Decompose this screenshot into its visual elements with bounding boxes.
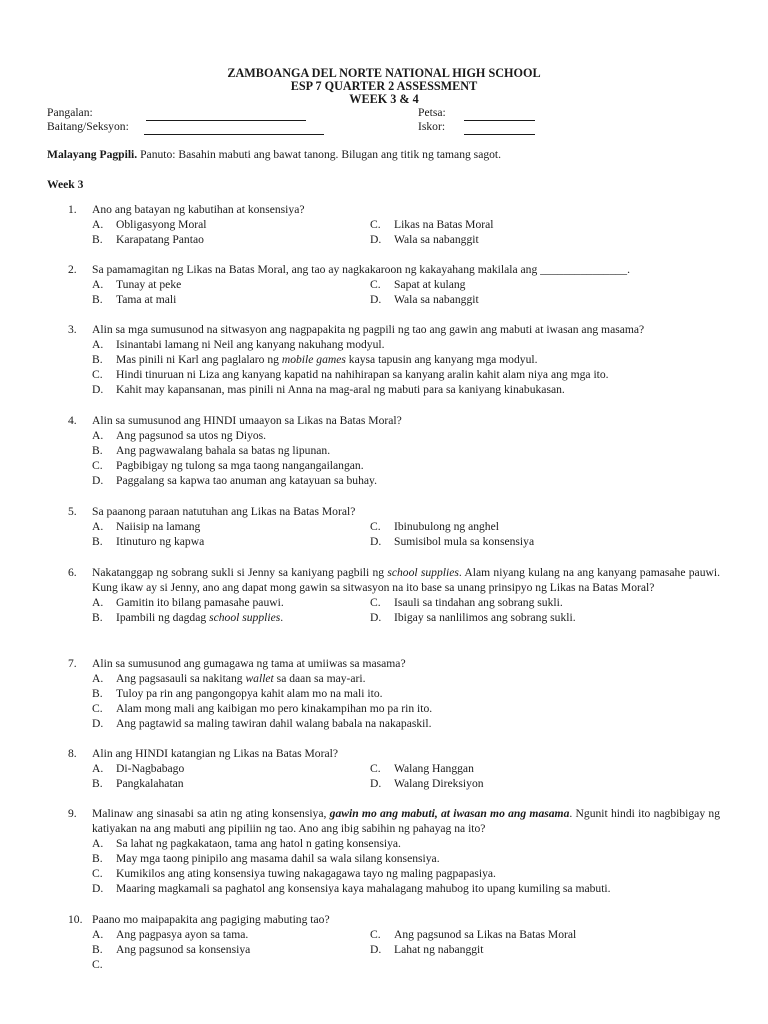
- option-text: Maaring magkamali sa paghatol ang konsensiya kaya mahalagang mahubog ito upang kumiling sa mabuti.: [116, 882, 611, 895]
- option-letter: C.: [92, 368, 103, 381]
- question-text: [92, 565, 720, 595]
- answer-option[interactable]: [92, 881, 720, 896]
- option-letter: D.: [370, 233, 382, 246]
- question-text-part: . Alam niyang kulang na ang kanyang pamasahe pauwi. Kung ikaw ay si Jenny, ano ang dapat mong gawin sa sitwasyon na ito base sa unang prinsipyo ng Likas na Batas Moral?: [92, 566, 720, 594]
- option-letter: B.: [92, 687, 103, 700]
- answer-option[interactable]: [92, 428, 720, 443]
- option-text: Wala sa nabanggit: [394, 293, 479, 306]
- answer-option[interactable]: [92, 292, 370, 307]
- option-text: Gamitin ito bilang pamasahe pauwi.: [116, 596, 284, 609]
- answer-option[interactable]: [92, 595, 370, 610]
- option-text: Karapatang Pantao: [116, 233, 204, 246]
- option-letter: A.: [92, 837, 104, 850]
- instructions-text: Panuto: Basahin mabuti ang bawat tanong. Bilugan ang titik ng tamang sagot.: [140, 148, 502, 161]
- answer-option[interactable]: [92, 866, 720, 881]
- option-text: Ibinubulong ng anghel: [394, 520, 499, 533]
- answer-option[interactable]: [92, 701, 720, 716]
- option-text: Di-Nagbabago: [116, 762, 185, 775]
- instructions-title: Malayang Pagpili.: [47, 148, 138, 161]
- option-italic-text: mobile games: [281, 353, 346, 366]
- answer-options: [92, 595, 720, 625]
- option-text: May mga taong pinipilo ang masama dahil sa wala silang konsensiya.: [116, 852, 440, 865]
- question-text: [92, 413, 720, 428]
- question-text: [92, 322, 720, 337]
- option-text: Lahat ng nabanggit: [394, 943, 484, 956]
- question-1: [68, 202, 720, 247]
- option-letter: A.: [92, 928, 104, 941]
- answer-option[interactable]: [92, 519, 370, 534]
- answer-option[interactable]: [92, 671, 720, 686]
- option-letter: A.: [92, 762, 104, 775]
- option-letter: B.: [92, 777, 103, 790]
- option-text: Tunay at peke: [116, 278, 182, 291]
- option-letter: C.: [370, 218, 381, 231]
- option-text: Paggalang sa kapwa tao anuman ang katayuan sa buhay.: [116, 474, 377, 487]
- question-number: 6.: [68, 566, 77, 579]
- option-letter: D.: [370, 293, 382, 306]
- answer-options: [92, 217, 720, 247]
- option-text: Ang pagpasya ayon sa tama.: [116, 928, 249, 941]
- option-letter: C.: [370, 928, 381, 941]
- answer-option[interactable]: [92, 851, 720, 866]
- question-text-part: Alin sa sumusunod ang gumagawa ng tama at umiiwas sa masama?: [92, 657, 406, 670]
- option-text: Ipambili ng dagdag: [116, 611, 210, 624]
- option-letter: C.: [370, 278, 381, 291]
- answer-options: [92, 428, 720, 488]
- answer-option[interactable]: [370, 217, 720, 232]
- option-letter: C.: [92, 958, 103, 971]
- answer-option[interactable]: [370, 534, 720, 549]
- school-name: ZAMBOANGA DEL NORTE NATIONAL HIGH SCHOOL: [227, 66, 541, 80]
- option-letter: B.: [92, 611, 103, 624]
- option-text: kaysa tapusin ang kanyang mga modyul.: [345, 353, 538, 366]
- option-letter: D.: [92, 717, 104, 730]
- option-text: Alam mong mali ang kaibigan mo pero kinakampihan mo pa rin ito.: [116, 702, 433, 715]
- option-text: Ang pagsunod sa konsensiya: [116, 943, 251, 956]
- question-6: [68, 565, 720, 625]
- answer-options: [92, 519, 720, 549]
- option-italic-text: wallet: [245, 672, 274, 685]
- answer-options: [92, 761, 720, 791]
- option-letter: C.: [370, 596, 381, 609]
- week-range: WEEK 3 & 4: [349, 92, 419, 106]
- option-text: Walang Hanggan: [394, 762, 474, 775]
- question-8: [68, 746, 720, 791]
- name-blank[interactable]: [146, 120, 306, 121]
- option-letter: C.: [92, 867, 103, 880]
- answer-option[interactable]: [92, 232, 370, 247]
- option-text: Ibigay sa nanlilimos ang sobrang sukli.: [394, 611, 576, 624]
- option-letter: B.: [92, 444, 103, 457]
- section-label: Baitang/Seksyon:: [47, 120, 129, 133]
- answer-options: [92, 671, 720, 731]
- answer-option[interactable]: [92, 836, 720, 851]
- option-text: Itinuturo ng kapwa: [116, 535, 205, 548]
- answer-option[interactable]: [370, 610, 720, 625]
- option-letter: A.: [92, 338, 104, 351]
- answer-option[interactable]: [92, 942, 370, 957]
- question-text-part: Alin ang HINDI katangian ng Likas na Batas Moral?: [92, 747, 338, 760]
- answer-option[interactable]: [92, 352, 720, 367]
- answer-option[interactable]: [92, 458, 720, 473]
- option-letter: A.: [92, 520, 104, 533]
- question-number: 4.: [68, 414, 77, 427]
- option-text: Sumisibol mula sa konsensiya: [394, 535, 535, 548]
- answer-options: [92, 277, 720, 307]
- answer-options: [92, 836, 720, 896]
- answer-option[interactable]: [92, 217, 370, 232]
- question-9: [68, 806, 720, 896]
- question-text: [92, 202, 720, 217]
- answer-option[interactable]: [92, 277, 370, 292]
- answer-option[interactable]: [92, 473, 720, 488]
- option-letter: C.: [370, 762, 381, 775]
- option-text: Hindi tinuruan ni Liza ang kanyang kapatid na nahihirapan sa kanyang aralin kahit alam niya ang mga ito.: [116, 368, 609, 381]
- question-text: [92, 746, 720, 761]
- question-10: [68, 912, 720, 971]
- question-text-part: Paano mo maipapakita ang pagiging mabuting tao?: [92, 913, 330, 926]
- answer-option[interactable]: [92, 443, 720, 458]
- score-label: Iskor:: [418, 120, 446, 133]
- answer-options: [92, 927, 720, 971]
- answer-option[interactable]: [92, 716, 720, 731]
- option-letter: D.: [370, 943, 382, 956]
- option-letter: A.: [92, 672, 104, 685]
- option-letter: C.: [370, 520, 381, 533]
- option-text: Kahit may kapansanan, mas pinili ni Anna na mag-aral ng mabuti para sa kaniyang kinabukasan.: [116, 383, 565, 396]
- option-letter: D.: [370, 777, 382, 790]
- question-text: [92, 912, 720, 927]
- emphasis-text: gawin mo ang mabuti, at iwasan mo ang masama: [329, 807, 570, 820]
- question-2: [68, 262, 720, 307]
- option-text: .: [280, 611, 284, 624]
- option-text: Naiisip na lamang: [116, 520, 201, 533]
- question-7: [68, 656, 720, 731]
- question-text-part: . Ngunit hindi ito nagbibigay ng katiyakan na ang mabuti ang pipiliin ng tao. Ano ang ibig sabihin ng pahayag na ito?: [92, 807, 720, 835]
- option-text: Walang Direksiyon: [394, 777, 484, 790]
- option-text: Sa lahat ng pagkakataon, tama ang hatol n gating konsensiya.: [116, 837, 401, 850]
- question-number: 9.: [68, 807, 77, 820]
- option-text: Isauli sa tindahan ang sobrang sukli.: [394, 596, 563, 609]
- option-text: Kumikilos ang ating konsensiya tuwing nakagagawa tayo ng maling pagpapasiya.: [116, 867, 496, 880]
- answer-option[interactable]: [370, 595, 720, 610]
- option-text: Likas na Batas Moral: [394, 218, 494, 231]
- question-number: 5.: [68, 505, 77, 518]
- name-label: Pangalan:: [47, 106, 93, 119]
- answer-option[interactable]: [92, 776, 370, 791]
- option-letter: A.: [92, 218, 104, 231]
- answer-option[interactable]: [92, 686, 720, 701]
- question-number: 1.: [68, 203, 77, 216]
- answer-option[interactable]: [370, 277, 720, 292]
- answer-option[interactable]: [92, 610, 370, 625]
- question-number: 3.: [68, 323, 77, 336]
- option-letter: D.: [92, 474, 104, 487]
- answer-option[interactable]: [370, 232, 720, 247]
- question-3: [68, 322, 720, 397]
- question-text-part: Malinaw ang sinasabi sa atin ng ating konsensiya,: [92, 807, 330, 820]
- option-italic-text: school supplies: [209, 611, 281, 624]
- question-text-part: Sa pamamagitan ng Likas na Batas Moral, ang tao ay nagkakaroon ng kakayahang makilala ang _______________.: [92, 263, 630, 276]
- assessment-title: ESP 7 QUARTER 2 ASSESSMENT: [290, 79, 478, 93]
- option-letter: D.: [370, 535, 382, 548]
- question-text: [92, 504, 720, 519]
- question-number: 7.: [68, 657, 77, 670]
- option-text: Ang pagwawalang bahala sa batas ng lipunan.: [116, 444, 331, 457]
- date-label: Petsa:: [418, 106, 446, 119]
- answer-option[interactable]: [370, 292, 720, 307]
- score-blank[interactable]: [464, 134, 535, 135]
- answer-option[interactable]: [370, 519, 720, 534]
- question-text-part: Sa paanong paraan natutuhan ang Likas na Batas Moral?: [92, 505, 356, 518]
- option-text: Tuloy pa rin ang pangongopya kahit alam mo na mali ito.: [116, 687, 383, 700]
- option-letter: B.: [92, 293, 103, 306]
- option-text: Tama at mali: [116, 293, 177, 306]
- question-text: [92, 656, 720, 671]
- question-5: [68, 504, 720, 549]
- answer-option[interactable]: [370, 776, 720, 791]
- option-text: sa daan sa may-ari.: [273, 672, 366, 685]
- option-letter: A.: [92, 596, 104, 609]
- question-text-part: Nakatanggap ng sobrang sukli si Jenny sa kaniyang pagbili ng: [92, 566, 388, 579]
- option-letter: B.: [92, 353, 103, 366]
- date-blank[interactable]: [464, 120, 535, 121]
- option-letter: B.: [92, 535, 103, 548]
- option-text: Pagbibigay ng tulong sa mga taong nangangailangan.: [116, 459, 364, 472]
- answer-option[interactable]: [370, 942, 720, 957]
- answer-option[interactable]: [92, 761, 370, 776]
- option-text: Isinantabi lamang ni Neil ang kanyang nakuhang modyul.: [116, 338, 385, 351]
- option-letter: D.: [92, 383, 104, 396]
- option-text: Ang pagsunod sa Likas na Batas Moral: [394, 928, 577, 941]
- option-text: Wala sa nabanggit: [394, 233, 479, 246]
- question-number: 8.: [68, 747, 77, 760]
- option-text: Pangkalahatan: [116, 777, 184, 790]
- section-blank[interactable]: [144, 134, 324, 135]
- option-text: Obligasyong Moral: [116, 218, 207, 231]
- option-text: Ang pagtawid sa maling tawiran dahil walang babala na nakapaskil.: [116, 717, 432, 730]
- question-text-part: Ano ang batayan ng kabutihan at konsensiya?: [92, 203, 305, 216]
- question-number: 2.: [68, 263, 77, 276]
- question-4: [68, 413, 720, 488]
- answer-option[interactable]: [92, 367, 720, 382]
- option-letter: C.: [92, 459, 103, 472]
- emphasis-text: school supplies: [387, 566, 459, 579]
- option-text: Sapat at kulang: [394, 278, 466, 291]
- option-letter: D.: [370, 611, 382, 624]
- instructions: [47, 148, 501, 161]
- question-text: [92, 806, 720, 836]
- answer-option[interactable]: [370, 927, 720, 942]
- question-text: [92, 262, 720, 277]
- answer-options: [92, 337, 720, 397]
- answer-option[interactable]: [370, 761, 720, 776]
- option-letter: A.: [92, 429, 104, 442]
- option-letter: C.: [92, 702, 103, 715]
- question-number: 10.: [68, 913, 83, 926]
- question-text-part: Alin sa mga sumusunod na sitwasyon ang nagpapakita ng pagpili ng tao ang gawin ang mabuti at iwasan ang masama?: [92, 323, 645, 336]
- option-letter: D.: [92, 882, 104, 895]
- option-letter: B.: [92, 852, 103, 865]
- answer-option[interactable]: [92, 927, 370, 942]
- question-text-part: Alin sa sumusunod ang HINDI umaayon sa Likas na Batas Moral?: [92, 414, 402, 427]
- option-letter: B.: [92, 943, 103, 956]
- section-title: Week 3: [47, 178, 84, 191]
- option-text: Ang pagsasauli sa nakitang: [116, 672, 246, 685]
- option-text: Mas pinili ni Karl ang paglalaro ng: [116, 353, 282, 366]
- answer-option[interactable]: [92, 382, 720, 397]
- answer-option[interactable]: [92, 337, 720, 352]
- answer-option[interactable]: [92, 534, 370, 549]
- option-letter: A.: [92, 278, 104, 291]
- option-text: Ang pagsunod sa utos ng Diyos.: [116, 429, 267, 442]
- option-letter: B.: [92, 233, 103, 246]
